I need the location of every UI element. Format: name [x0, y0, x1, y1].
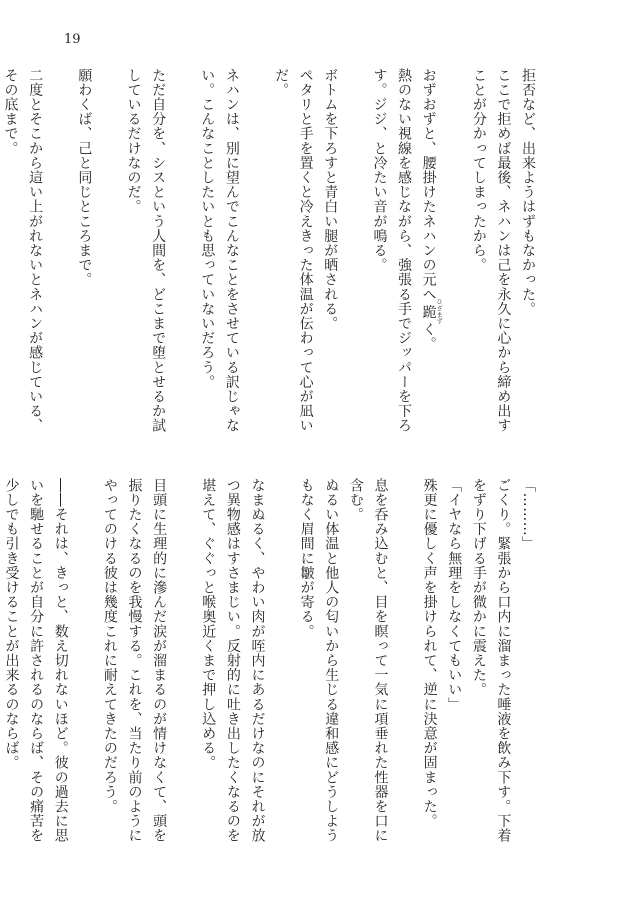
ruby-kneel — [420, 298, 443, 326]
paragraph: ペタリと手を置くと冷えきった体温が伝わって心が凪いだ。 — [273, 68, 314, 433]
paragraph: なまぬるく、やわい肉が咥内にあるだけなのにそれが放つ異物感はすさまじい。反射的に吐き出したくなるのを堪えて、ぐぐっと喉奥近くまで押し込める。 — [200, 478, 266, 843]
paragraph: 「………」 — [520, 478, 536, 551]
paragraph: 「イヤなら無理をしなくてもいい」 — [446, 478, 463, 712]
top-text-block — [0, 68, 540, 440]
paragraph: 息を呑み込むと、目を瞑って一気に項垂れた性器を口に含む。 — [347, 478, 389, 843]
paragraph — [442, 68, 467, 440]
paragraph: 二度とそこから這い上がれないとネハンが感じている、その底まで。 — [2, 68, 44, 433]
paragraph: 願わくば、己と同じところまで。 — [76, 68, 93, 287]
ruby-reading: ひざまず — [435, 298, 443, 326]
paragraph — [96, 68, 121, 440]
paragraph: 殊更に優しく声を掛けられて、逆に決意が固まった。 — [421, 478, 438, 829]
paragraph — [47, 68, 72, 440]
paragraph: ネハンは、別に望んでこんなことをさせている訳じゃない。こんなことしたいとも思っていないだろう。 — [199, 68, 240, 433]
paragraph — [392, 478, 417, 850]
paragraph — [342, 68, 367, 440]
bottom-text-block — [0, 478, 540, 850]
paragraph — [73, 478, 98, 850]
paragraph — [244, 68, 269, 440]
paragraph: 熱のない視線を感じながら、強張る手でジッパーを下ろす。ジジ、と冷たい音が鳴る。 — [371, 68, 413, 433]
ruby-base: 跪 — [420, 298, 437, 325]
paragraph-kneel — [416, 68, 442, 440]
paragraph: ――それは、きっと、数え切れないほど。彼の過去に思いを馳せることが自分に許されるのならば、その痛苦を少しでも引き受けることが出来るのならば。 — [3, 478, 69, 843]
paragraph: ぬるい体温と他人の匂いから生じる違和感にどうしようもなく眉間に皺が寄る。 — [298, 478, 340, 843]
paragraph: 拒否など、出来ようはずもなかった。 — [520, 68, 536, 317]
paragraph: 目頭に生理的に滲んだ涙が溜まるのが情けなくて、頭を振りたくなるのを我慢する。これを、当たり前のようにやってのける彼は幾度これに耐えてきたのだろう。 — [101, 478, 168, 843]
paragraph: ごくり。緊張から口内に溜まった唾液を飲み下す。下着をずり下げる手が微かに震えた。 — [470, 478, 512, 843]
paragraph — [269, 478, 294, 850]
paragraph: ここで拒めば最後、ネハンは己を永久に心から締め出すことが分かってしまったから。 — [470, 68, 512, 433]
paragraph-lead: おずおずと、腰掛けたネハンの元へ — [420, 68, 437, 302]
page-number: 19 — [64, 32, 81, 47]
paragraph: ただ自分を、シスという人間を、どこまで堕とせるか試しているだけなのだ。 — [125, 68, 167, 433]
paragraph-tail: く。 — [420, 322, 437, 352]
paragraph: ボトムを下ろすと青白い腿が晒される。 — [322, 68, 339, 331]
paragraph — [170, 68, 195, 440]
paragraph — [171, 478, 196, 850]
